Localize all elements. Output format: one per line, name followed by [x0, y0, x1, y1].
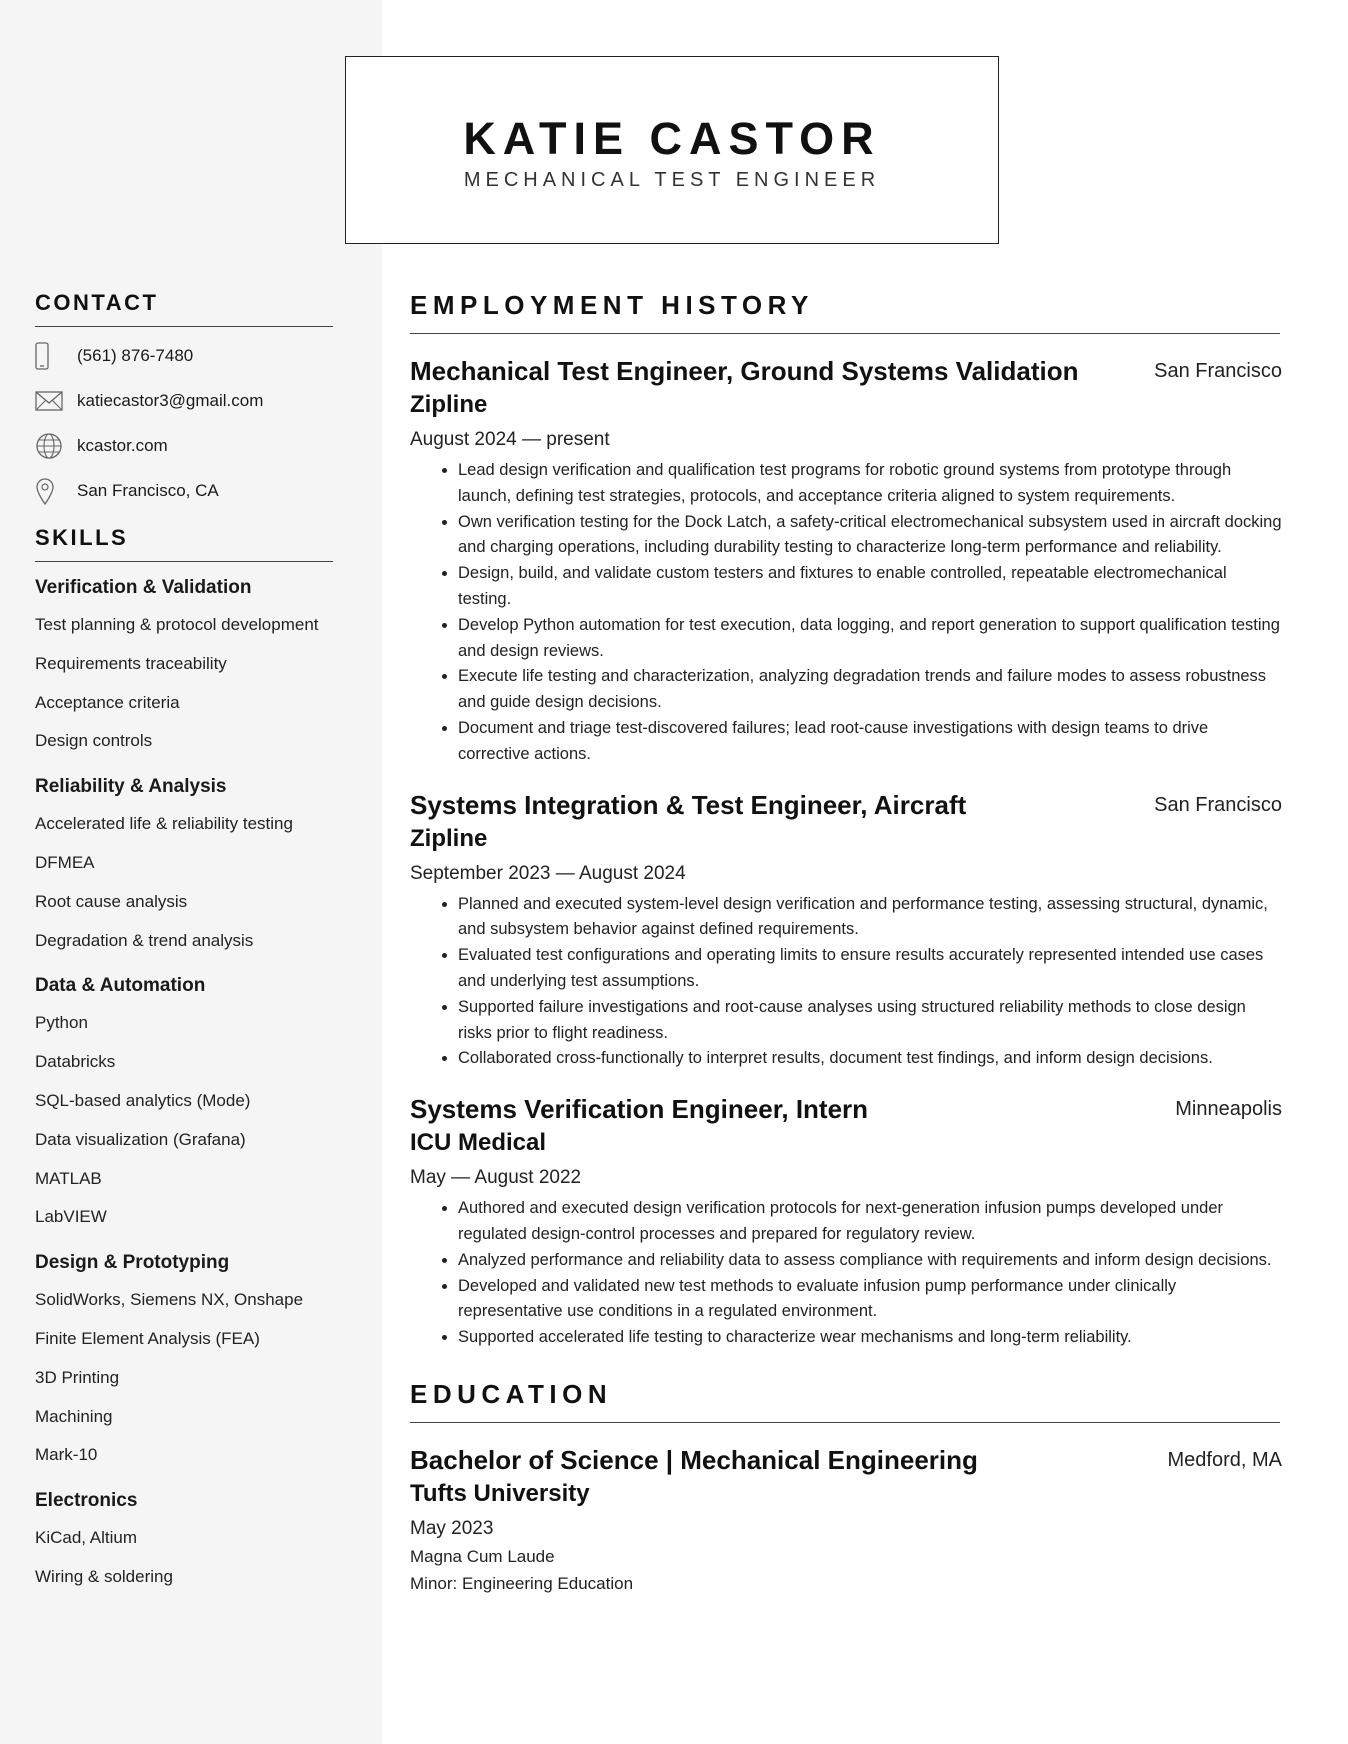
globe-icon	[35, 432, 77, 460]
skill-item: SQL-based analytics (Mode)	[35, 1090, 251, 1110]
location-pin-icon	[35, 477, 77, 505]
contact-phone-text[interactable]: (561) 876-7480	[77, 345, 194, 365]
skill-item: MATLAB	[35, 1168, 102, 1188]
skill-item: LabVIEW	[35, 1207, 107, 1227]
degree-title: Bachelor of Science | Mechanical Engineering	[410, 1444, 978, 1475]
job-bullet: • Authored and executed design verification protocols for next-generation infusion pumps developed under regulated design-control processes and prepared for regulatory review.	[458, 1196, 1282, 1248]
skill-group-design	[35, 1245, 385, 1475]
skill-item: Mark-10	[35, 1445, 98, 1465]
job-bullet: • Planned and executed system-level design verification and performance testing, assessing structural, dynamic, and subsystem behavior against defined requirements.	[458, 892, 1282, 944]
name-header-box	[345, 56, 999, 244]
job-bullet: • Document and triage test-discovered failures; lead root-cause investigations with design teams to drive corrective actions.	[458, 716, 1282, 768]
job-title: Systems Verification Engineer, Intern	[410, 1094, 869, 1125]
job-bullet: • Evaluated test configurations and operating limits to ensure results accurately represented intended use cases and underlying test assumptions.	[458, 943, 1282, 995]
contact-divider	[35, 326, 333, 327]
job-bullet: • Analyzed performance and reliability data to assess compliance with requirements and inform design decisions.	[458, 1248, 1282, 1274]
skill-item: Data visualization (Grafana)	[35, 1129, 246, 1149]
school-location: Medford, MA	[1167, 1448, 1282, 1471]
job-organization: Zipline	[410, 824, 488, 852]
job-bullets	[410, 1196, 1282, 1351]
education-heading: EDUCATION	[410, 1378, 613, 1409]
skill-item: Finite Element Analysis (FEA)	[35, 1328, 260, 1348]
skill-item: Wiring & soldering	[35, 1566, 173, 1586]
skill-group-electronics	[35, 1483, 385, 1597]
job-bullet: • Collaborated cross-functionally to interpret results, document test findings, and inform design decisions.	[458, 1046, 1282, 1072]
skill-item: Requirements traceability	[35, 653, 227, 673]
contact-list	[35, 333, 385, 513]
skill-item: SolidWorks, Siemens NX, Onshape	[35, 1290, 304, 1310]
phone-icon	[35, 342, 77, 370]
skill-item: Design controls	[35, 731, 153, 751]
education-minor: Minor: Engineering Education	[410, 1573, 634, 1593]
contact-phone	[35, 333, 385, 378]
contact-location	[35, 468, 385, 513]
skill-group-data-automation	[35, 968, 385, 1237]
main-content	[410, 290, 1282, 1597]
employment-divider	[410, 333, 1280, 334]
job-title: Mechanical Test Engineer, Ground Systems Validation	[410, 356, 1079, 386]
skill-item: Degradation & trend analysis	[35, 930, 254, 950]
contact-email	[35, 378, 385, 423]
skill-item: Root cause analysis	[35, 891, 188, 911]
job-organization: Zipline	[410, 391, 488, 418]
job-dates: September 2023 — August 2024	[410, 862, 686, 884]
job-location: Minneapolis	[1175, 1098, 1282, 1121]
skill-item: 3D Printing	[35, 1367, 120, 1387]
job-bullet: • Design, build, and validate custom testers and fixtures to enable controlled, repeatable electromechanical testing.	[458, 561, 1282, 613]
job-bullet: • Supported accelerated life testing to characterize wear mechanisms and long-term reliability.	[458, 1325, 1282, 1351]
skill-category: Electronics	[35, 1490, 138, 1512]
skill-item: Accelerated life & reliability testing	[35, 814, 293, 834]
job-bullet: • Developed and validated new test methods to evaluate infusion pump performance under clinically representative use conditions in a regulated environment.	[458, 1274, 1282, 1326]
mail-icon	[35, 391, 77, 411]
skill-item: Acceptance criteria	[35, 692, 180, 712]
job-entry-1	[410, 354, 1282, 768]
contact-heading: CONTACT	[35, 290, 159, 315]
sidebar	[35, 290, 385, 1597]
job-title: Systems Integration & Test Engineer, Aircraft	[410, 789, 967, 820]
skill-item: Machining	[35, 1406, 113, 1426]
education-honor: Magna Cum Laude	[410, 1546, 555, 1566]
skill-item: DFMEA	[35, 852, 95, 872]
skill-category: Verification & Validation	[35, 577, 252, 598]
skill-category: Reliability & Analysis	[35, 776, 227, 798]
job-bullet: • Own verification testing for the Dock Latch, a safety-critical electromechanical subsystem used in aircraft docking and charging operations, including durability testing to characterize long-term performance and reliability.	[458, 510, 1282, 562]
job-organization: ICU Medical	[410, 1129, 547, 1157]
contact-email-text[interactable]: katiecastor3@gmail.com	[77, 390, 264, 410]
candidate-name: KATIE CASTOR	[463, 113, 881, 164]
skills-list	[35, 570, 385, 1597]
job-bullet: • Supported failure investigations and root-cause analyses using structured reliability methods to close design risks prior to flight readiness.	[458, 995, 1282, 1047]
employment-heading: EMPLOYMENT HISTORY	[410, 290, 814, 320]
job-dates: May — August 2022	[410, 1167, 582, 1189]
skill-group-reliability	[35, 769, 385, 960]
skills-divider	[35, 561, 333, 562]
job-bullet: • Develop Python automation for test execution, data logging, and report generation to support qualification testing and design reviews.	[458, 613, 1282, 665]
job-location: San Francisco	[1154, 793, 1282, 816]
skill-category: Design & Prototyping	[35, 1252, 230, 1274]
job-bullets	[410, 892, 1282, 1073]
skills-heading: SKILLS	[35, 525, 129, 550]
job-entry-3	[410, 1092, 1282, 1351]
job-bullet: • Lead design verification and qualification test programs for robotic ground systems from prototype through launch, defining test strategies, protocols, and acceptance criteria aligned to system requirements.	[458, 458, 1282, 510]
skill-category: Data & Automation	[35, 975, 206, 997]
contact-location-text: San Francisco, CA	[77, 480, 219, 500]
job-entry-2	[410, 788, 1282, 1073]
candidate-role: MECHANICAL TEST ENGINEER	[463, 169, 881, 191]
job-dates: August 2024 — present	[410, 429, 610, 450]
education-entry	[410, 1443, 1282, 1597]
contact-website	[35, 423, 385, 468]
job-bullet: • Execute life testing and characterization, analyzing degradation trends and failure modes to assess robustness and guide design decisions.	[458, 664, 1282, 716]
job-bullets	[410, 458, 1282, 768]
education-divider	[410, 1422, 1280, 1423]
skill-item: KiCad, Altium	[35, 1528, 138, 1548]
skill-item: Python	[35, 1013, 88, 1033]
skill-item: Test planning & protocol development	[35, 615, 319, 634]
school-name: Tufts University	[410, 1479, 590, 1507]
graduation-date: May 2023	[410, 1517, 494, 1539]
skill-group-verification	[35, 570, 385, 761]
job-location: San Francisco	[1154, 360, 1282, 382]
skill-item: Databricks	[35, 1052, 116, 1072]
contact-website-text[interactable]: kcastor.com	[77, 435, 168, 455]
